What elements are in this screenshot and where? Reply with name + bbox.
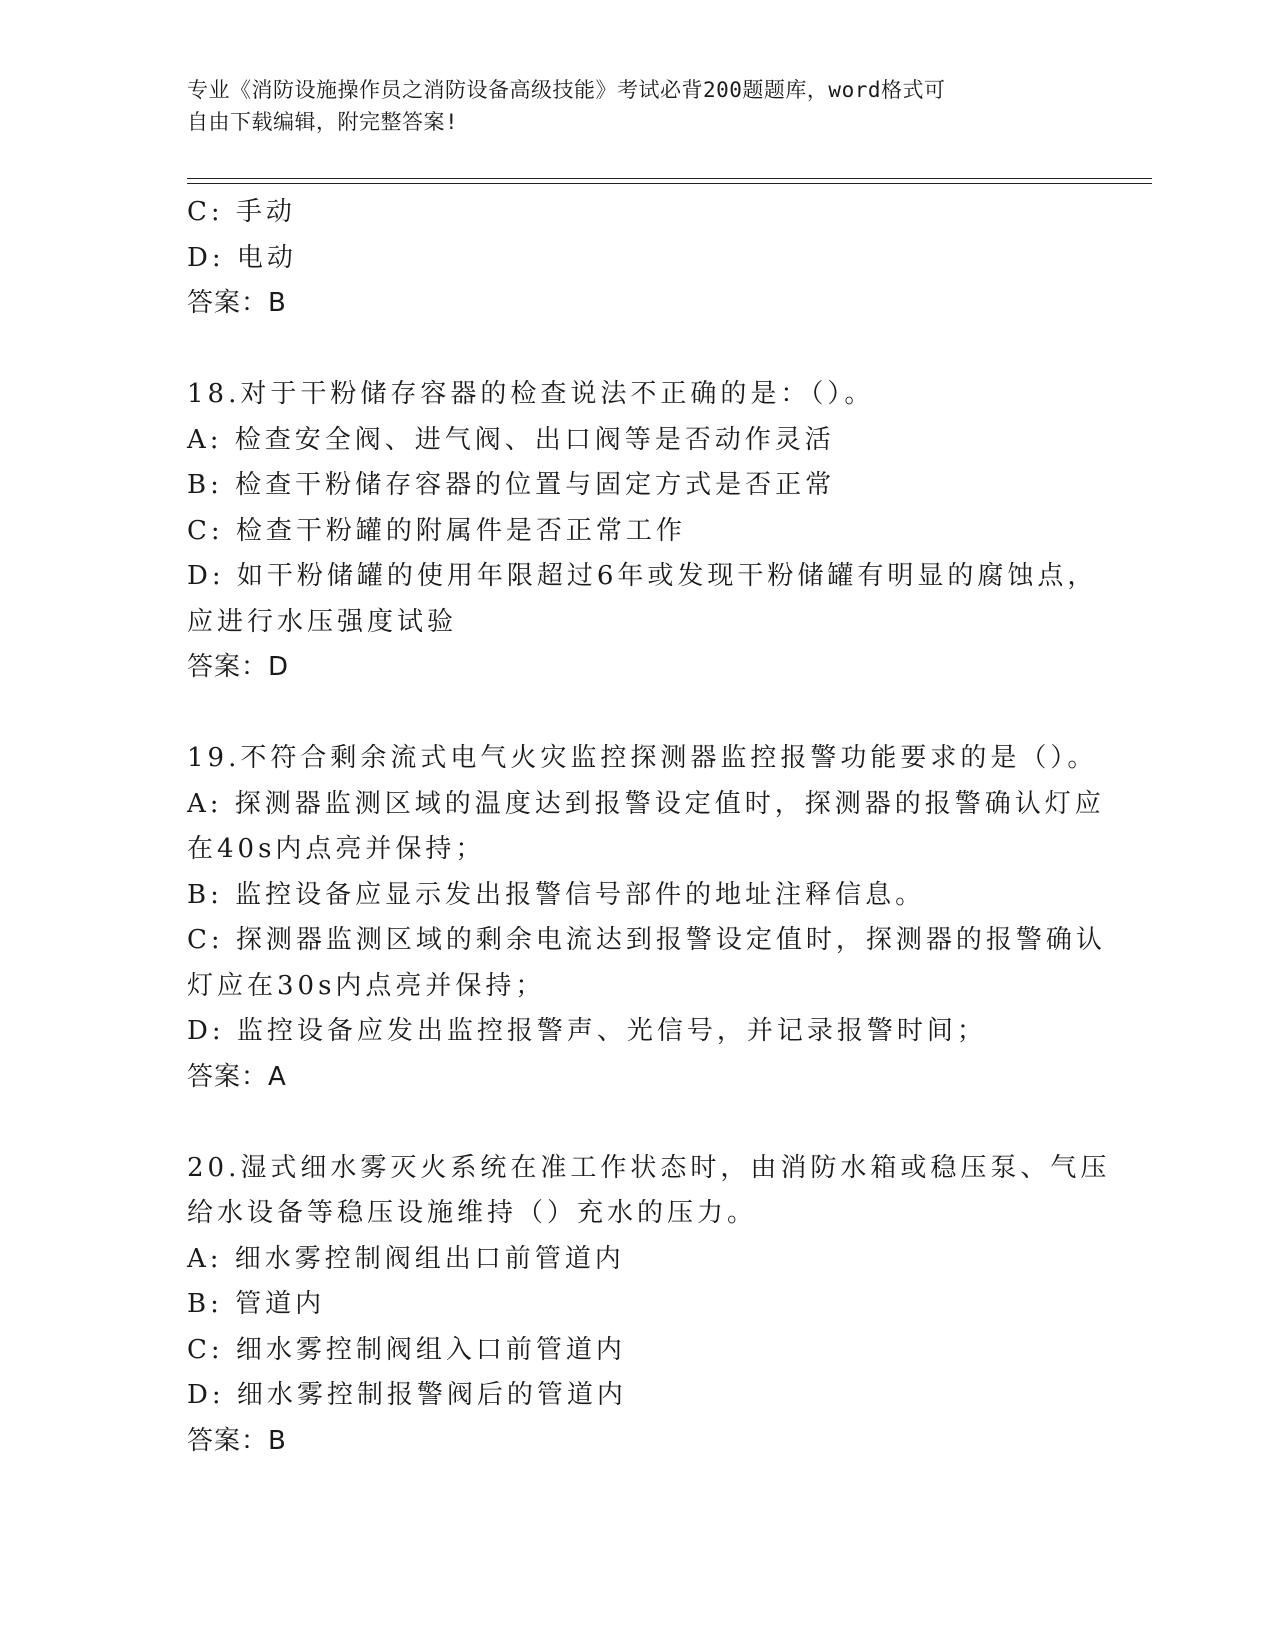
document-body	[187, 190, 1111, 1464]
question-17-tail	[187, 190, 1087, 327]
option-c: C: 细水雾控制阀组入口前管道内	[187, 1334, 626, 1365]
option-d: D: 细水雾控制报警阀后的管道内	[187, 1380, 627, 1410]
answer: 答案：B	[187, 1425, 287, 1456]
option-d-line-2: 应进行水压强度试验	[187, 606, 458, 637]
answer: 答案：B	[187, 288, 287, 318]
spacer	[187, 327, 1087, 373]
option-a: A: 检查安全阀、进气阀、出口阀等是否动作灵活	[187, 424, 835, 455]
header-divider-bottom	[187, 183, 1152, 184]
option-c: C: 手动	[187, 197, 296, 227]
option-d: D: 监控设备应发出监控报警声、光信号，并记录报警时间；	[187, 1016, 987, 1046]
question-18	[187, 372, 1098, 691]
answer: 答案：A	[187, 1061, 287, 1092]
option-c-line-2: 灯应在30s内点亮并保持；	[187, 970, 546, 1001]
question-text-line-1: 20.湿式细水雾灭火系统在准工作状态时，由消防水箱或稳压泵、气压	[187, 1152, 1111, 1183]
option-b: B: 监控设备应显示发出报警信号部件的地址注释信息。	[187, 879, 926, 910]
header-line-2: 自由下载编辑，附完整答案!	[187, 110, 459, 134]
option-b: B: 检查干粉储存容器的位置与固定方式是否正常	[187, 470, 836, 500]
option-c-line-1: C: 探测器监测区域的剩余电流达到报警设定值时，探测器的报警确认	[187, 925, 1106, 955]
header-line-1: 专业《消防设施操作员之消防设备高级技能》考试必背200题题库，word格式可	[187, 78, 946, 102]
spacer	[187, 1100, 1087, 1146]
document-header	[187, 74, 1067, 138]
answer: 答案：D	[187, 652, 290, 682]
option-d: D: 电动	[187, 242, 297, 273]
option-a: A: 细水雾控制阀组出口前管道内	[187, 1243, 625, 1274]
question-20	[187, 1146, 1111, 1465]
header-divider-top	[187, 178, 1152, 179]
spacer	[187, 691, 1087, 737]
question-text-line-2: 给水设备等稳压设施维持（）充水的压力。	[187, 1198, 758, 1228]
option-b: B: 管道内	[187, 1289, 326, 1319]
question-19	[187, 736, 1106, 1100]
option-a-line-2: 在40s内点亮并保持；	[187, 834, 486, 864]
option-c: C: 检查干粉罐的附属件是否正常工作	[187, 515, 686, 546]
question-text: 19.不符合剩余流式电气火灾监控探测器监控报警功能要求的是（）。	[187, 743, 1098, 773]
option-a-line-1: A: 探测器监测区域的温度达到报警设定值时，探测器的报警确认灯应	[187, 788, 1105, 819]
option-d-line-1: D: 如干粉储罐的使用年限超过6年或发现干粉储罐有明显的腐蚀点，	[187, 561, 1098, 591]
question-text: 18.对于干粉储存容器的检查说法不正确的是：（）。	[187, 379, 875, 409]
